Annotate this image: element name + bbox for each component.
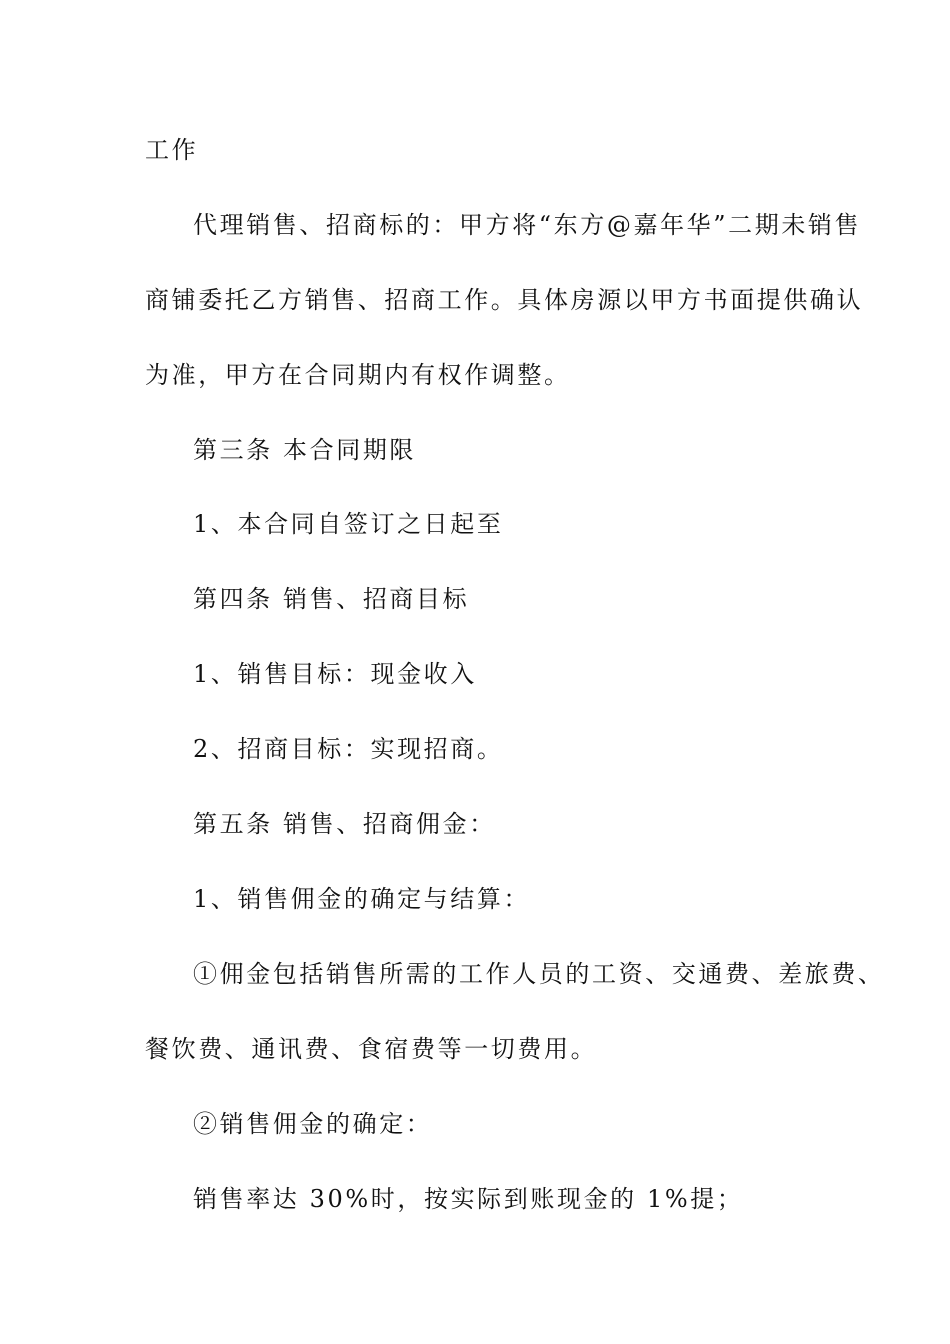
paragraph-agency-subject: 代理销售、招商标的：甲方将“东方@嘉年华”二期未销售 [193,211,862,239]
paragraph-agency-subject-cont: 商铺委托乙方销售、招商工作。具体房源以甲方书面提供确认 [145,286,864,314]
commission-item-1: 1、销售佣金的确定与结算： [193,885,531,913]
commission-clause-1: ①佣金包括销售所需的工作人员的工资、交通费、差旅费、 [193,960,885,988]
text-line-continuation: 工作 [145,136,199,164]
article-5-heading: 第五条 销售、招商佣金： [193,810,496,838]
sales-target-item: 1、销售目标：现金收入 [193,660,477,688]
commission-clause-2: ②销售佣金的确定： [193,1110,433,1138]
commission-clause-1-cont: 餐饮费、通讯费、食宿费等一切费用。 [145,1035,598,1063]
article-4-heading: 第四条 销售、招商目标 [193,585,470,613]
leasing-target-item: 2、招商目标：实现招商。 [193,735,504,763]
commission-rate-line: 销售率达 30%时，按实际到账现金的 1%提； [193,1185,744,1213]
article-3-heading: 第三条 本合同期限 [193,436,417,464]
paragraph-agency-subject-end: 为准，甲方在合同期内有权作调整。 [145,361,571,389]
contract-term-item-1: 1、本合同自签订之日起至 [193,510,504,538]
